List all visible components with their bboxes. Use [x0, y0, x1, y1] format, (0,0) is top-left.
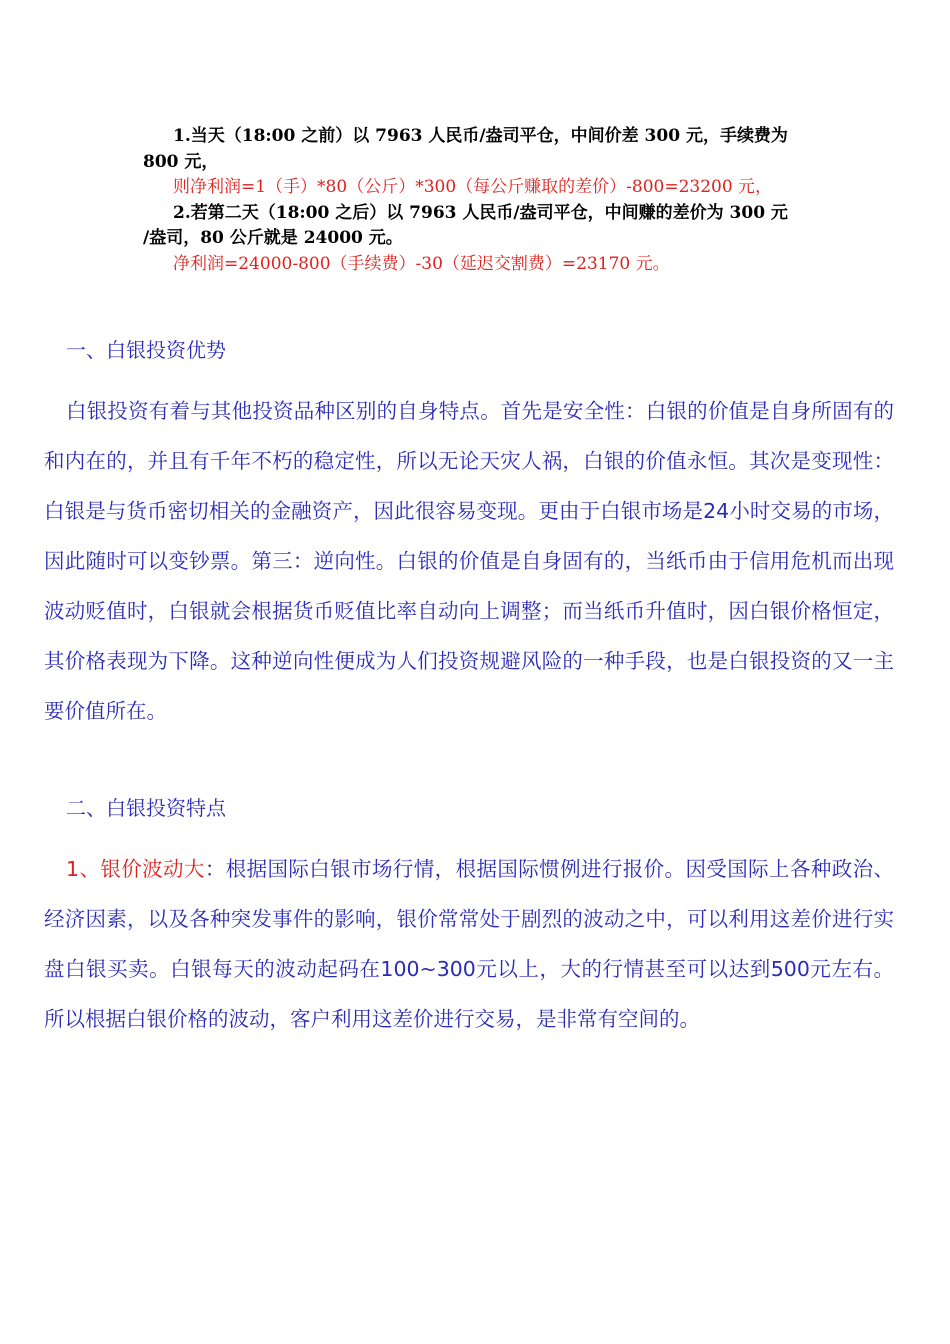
example-line-3b: /盎司，80 公斤就是 24000 元。: [143, 228, 403, 248]
section-2-number-range: 100~300: [380, 957, 476, 981]
example-line-1a: 1.当天（18:00 之前）以 7963 人民币/盎司平仓，中间价差 300 元，手续费为: [173, 126, 788, 146]
section-1-number-24: 24: [703, 499, 730, 523]
example-line-1b: 800 元，: [143, 151, 219, 172]
section-1-paragraph: [44, 386, 894, 736]
section-2-number-500: 500: [770, 957, 810, 981]
section-2-text-c: 元左右。所以根据白银价格的波动，客户利用这差价进行交易，是非常有空间的。: [44, 957, 895, 1031]
section-2-paragraph: [44, 844, 894, 1044]
section-2-text-b: 元以上，大的行情甚至可以达到: [475, 957, 771, 981]
section-1-text-a: 白银投资有着与其他投资品种区别的自身特点。首先是安全性：白银的价值是自身所固有的和内在的，并且有千年不朽的稳定性，所以无论天灾人祸，白银的价值永恒。其次是变现性：白银是与货币密切相关的金融资产，因此很容易变现。更由于白银市场是: [44, 399, 894, 523]
section-1-text-b: 小时交易的市场，因此随时可以变钞票。第三：逆向性。白银的价值是自身固有的，当纸币由于信用危机而出现波动贬值时，白银就会根据货币贬值比率自动向上调整；而当纸币升值时，因白银价格恒定，其价格表现为下降。这种逆向性便成为人们投资规避风险的一种手段，也是白银投资的又一主要价值所在。: [44, 499, 894, 723]
section-2-lead-title: 、银价波动大: [79, 857, 205, 881]
example-line-3a: 2.若第二天（18:00 之后）以 7963 人民币/盎司平仓，中间赚的差价为 300 元: [173, 202, 788, 223]
section-1-heading: 一、白银投资优势: [66, 338, 226, 362]
example-net-profit-1: 则净利润=1（手）*80（公斤）*300（每公斤赚取的差价）-800=23200 元，: [173, 177, 773, 197]
section-2-text-a: ：根据国际白银市场行情，根据国际惯例进行报价。因受国际上各种政治、经济因素，以及各种突发事件的影响，银价常常处于剧烈的波动之中，可以利用这差价进行实盘白银买卖。白银每天的波动起码在: [44, 857, 895, 981]
example-calculation-block: [143, 124, 823, 277]
section-2-heading: 二、白银投资特点: [66, 796, 226, 820]
section-2-lead-number: 1: [66, 857, 80, 881]
example-net-profit-2: 净利润=24000-800（手续费）-30（延迟交割费）=23170 元。: [173, 253, 670, 274]
